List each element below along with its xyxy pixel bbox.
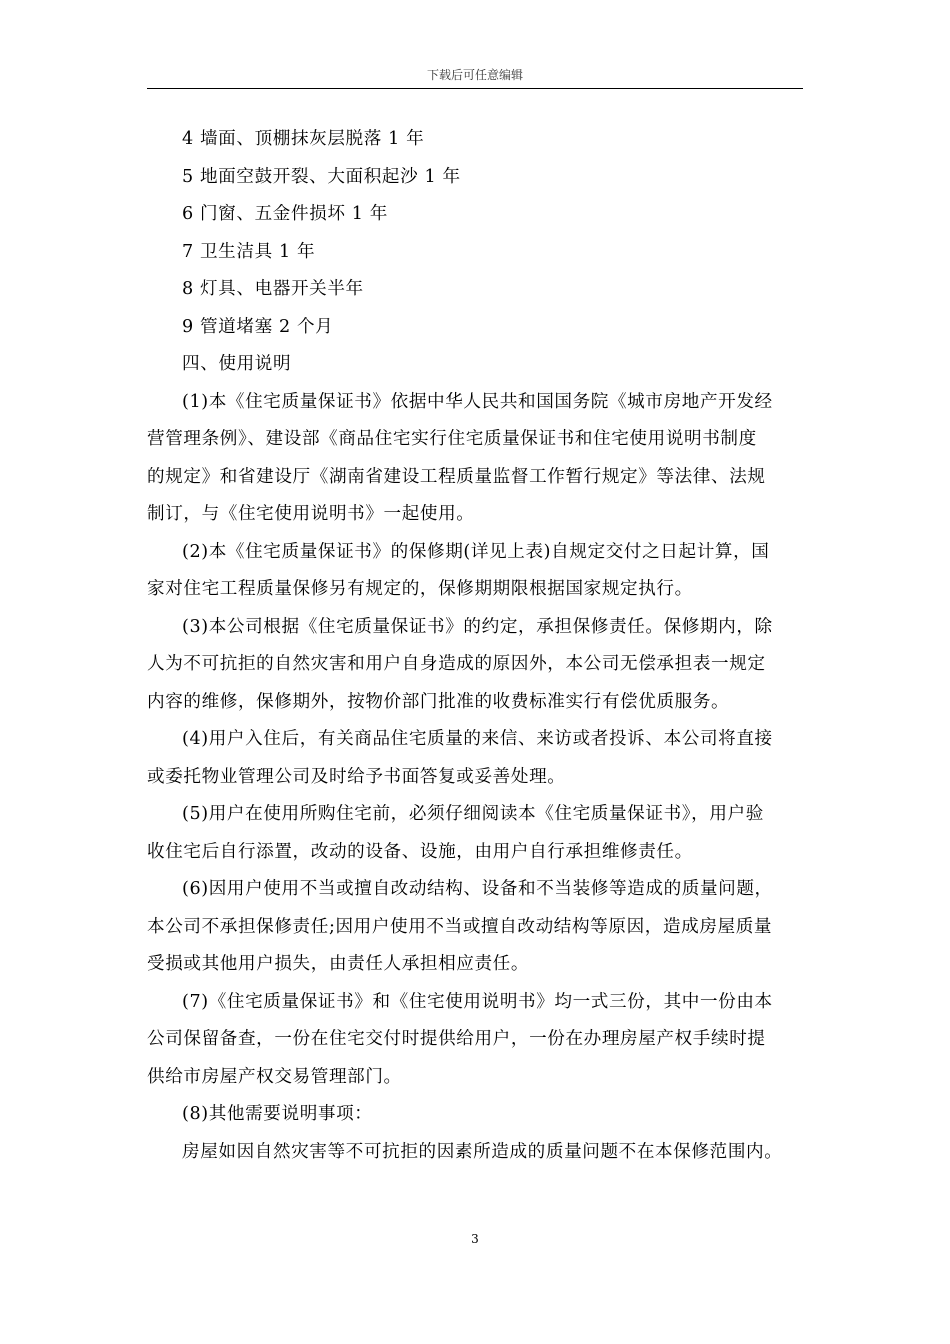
body-text bbox=[147, 121, 809, 1171]
paragraph-line: 供给市房屋产权交易管理部门。 bbox=[147, 1066, 402, 1087]
paragraph-line: 4 墙面、顶棚抹灰层脱落 1 年 bbox=[182, 129, 425, 149]
page-number: 3 bbox=[471, 1232, 479, 1246]
paragraph-line: 本公司不承担保修责任;因用户使用不当或擅自改动结构等原因，造成房屋质量 bbox=[147, 916, 773, 937]
paragraph-line: 7 卫生洁具 1 年 bbox=[182, 241, 316, 262]
paragraph-line: 公司保留备查，一份在住宅交付时提供给用户，一份在办理房屋产权手续时提 bbox=[147, 1029, 766, 1049]
paragraph-line: (6)因用户使用不当或擅自改动结构、设备和不当装修等造成的质量问题， bbox=[182, 879, 773, 899]
paragraph-line: (8)其他需要说明事项： bbox=[182, 1104, 373, 1124]
paragraph-line: 或委托物业管理公司及时给予书面答复或妥善处理。 bbox=[147, 766, 566, 787]
paragraph-line: 的规定》和省建设厅《湖南省建设工程质量监督工作暂行规定》等法律、法规 bbox=[147, 466, 766, 487]
paragraph-line: (3)本公司根据《住宅质量保证书》的约定，承担保修责任。保修期内，除 bbox=[182, 616, 773, 637]
paragraph-line: (4)用户入住后，有关商品住宅质量的来信、来访或者投诉、本公司将直接 bbox=[182, 729, 773, 749]
paragraph-line: 8 灯具、电器开关半年 bbox=[182, 279, 364, 299]
header-rule bbox=[147, 88, 803, 89]
paragraph-line: 受损或其他用户损失，由责任人承担相应责任。 bbox=[147, 954, 530, 974]
paragraph-line: (2)本《住宅质量保证书》的保修期(详见上表)自规定交付之日起计算，国 bbox=[182, 541, 770, 562]
paragraph-line: (1)本《住宅质量保证书》依据中华人民共和国国务院《城市房地产开发经 bbox=[182, 391, 773, 412]
paragraph-line: 收住宅后自行添置，改动的设备、设施，由用户自行承担维修责任。 bbox=[147, 841, 693, 862]
paragraph-line: (5)用户在使用所购住宅前，必须仔细阅读本《住宅质量保证书》，用户验 bbox=[182, 804, 764, 824]
section-heading: 四、使用说明 bbox=[182, 354, 292, 374]
paragraph-line: 房屋如因自然灾害等不可抗拒的因素所造成的质量问题不在本保修范围内。 bbox=[182, 1141, 783, 1162]
page-header: 下载后可任意编辑 bbox=[426, 68, 523, 82]
paragraph-line: 6 门窗、五金件损坏 1 年 bbox=[182, 204, 388, 224]
paragraph-line: 营管理条例》、建设部《商品住宅实行住宅质量保证书和住宅使用说明书制度 bbox=[147, 429, 757, 449]
paragraph-line: 家对住宅工程质量保修另有规定的，保修期期限根据国家规定执行。 bbox=[147, 579, 693, 599]
paragraph-line: 5 地面空鼓开裂、大面积起沙 1 年 bbox=[182, 166, 461, 187]
paragraph-line: 人为不可抗拒的自然灾害和用户自身造成的原因外，本公司无偿承担表一规定 bbox=[147, 654, 766, 674]
paragraph-line: 制订，与《住宅使用说明书》一起使用。 bbox=[147, 504, 475, 524]
paragraph-line: 9 管道堵塞 2 个月 bbox=[182, 316, 334, 337]
paragraph-line: 内容的维修，保修期外，按物价部门批准的收费标准实行有偿优质服务。 bbox=[147, 691, 730, 712]
paragraph-line: (7)《住宅质量保证书》和《住宅使用说明书》均一式三份，其中一份由本 bbox=[182, 991, 773, 1012]
